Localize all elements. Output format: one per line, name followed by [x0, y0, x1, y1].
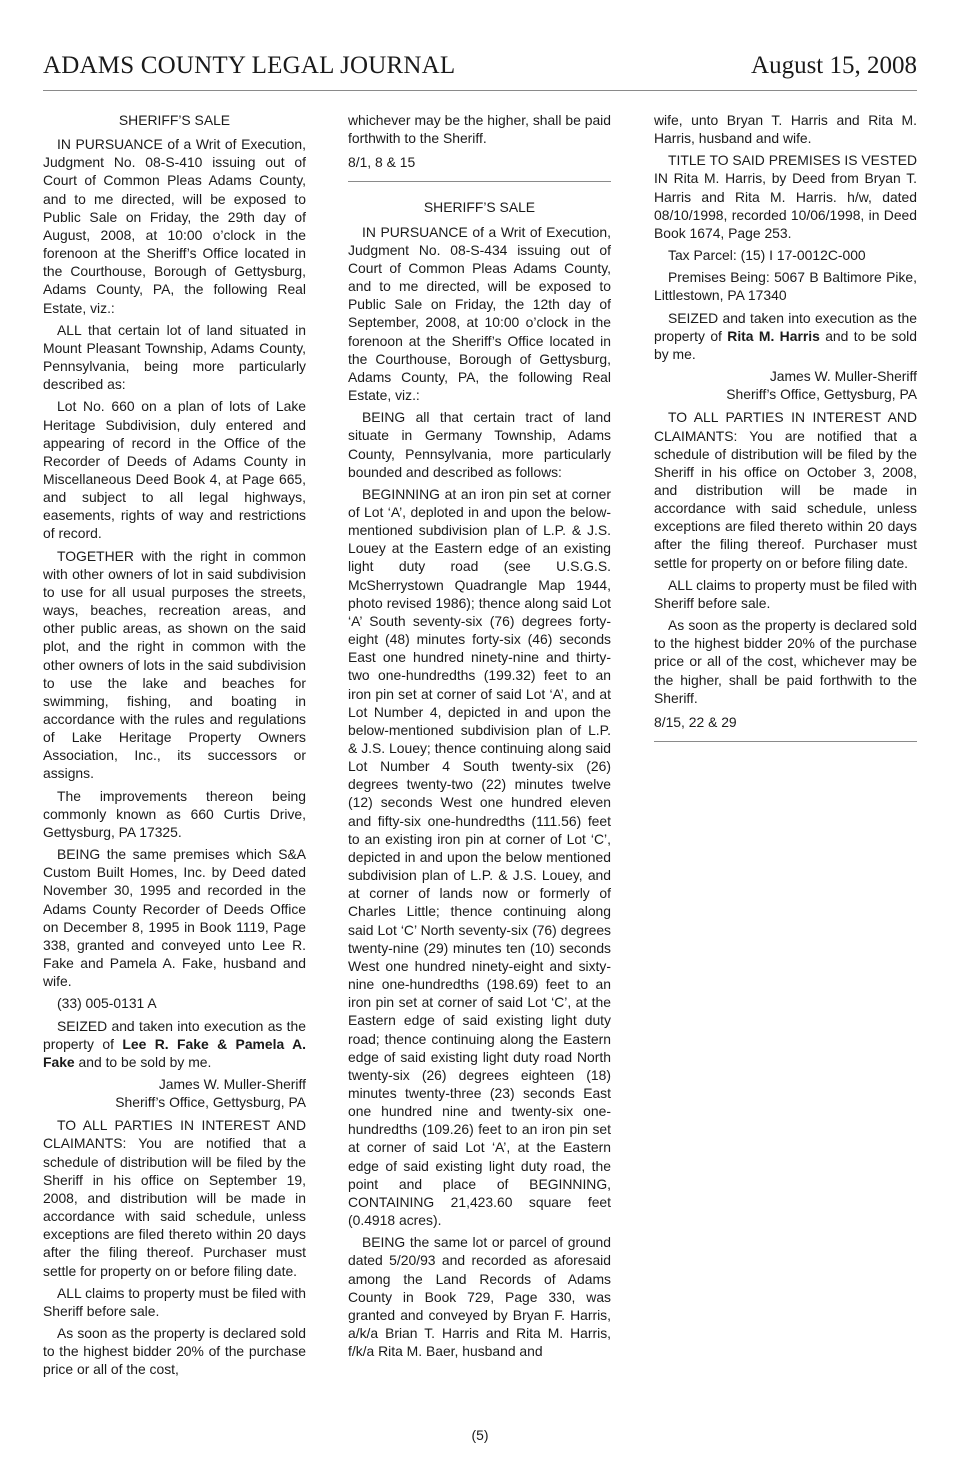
notice-paragraph: IN PURSUANCE of a Writ of Execution, Judgment No. 08-S-410 issuing out of Court of Common Pleas Adams County, and to me directed, will be exposed to Public Sale on Friday, the 29th day of August, 2008, at 10:00 o’clock in the forenoon at the Sheriff’s Office located in the Courthouse, Borough of Gettysburg, Adams County, PA, the following Real Estate, viz.:: [43, 136, 306, 316]
premises-address: Premises Being: 5067 B Baltimore Pike, Littlestown, PA 17340: [654, 269, 917, 304]
notice-paragraph: The improvements thereon being commonly known as 660 Curtis Drive, Gettysburg, PA 17325.: [43, 787, 306, 840]
notice-paragraph: ALL claims to property must be filed with Sheriff before sale.: [43, 1284, 306, 1319]
page-number: (5): [471, 1427, 489, 1443]
parcel-number: (33) 005-0131 A: [57, 995, 157, 1012]
seized-text: and to be sold by me.: [654, 327, 917, 362]
notice-paragraph: BEING all that certain tract of land situate in Germany Township, Adams County, Pennsylvania, more particularly bounded and described as follows:: [348, 409, 611, 480]
notice-paragraph: TO ALL PARTIES IN INTEREST AND CLAIMANTS: You are notified that a schedule of distribution will be filed by the Sheriff in his office on September 19, 2008, and distribution will be made in accordance with said schedule, unless exceptions are filed thereto within 20 days after the filing thereof. Purchaser must settle for property on or before filing date.: [43, 1117, 306, 1279]
column-3: [654, 111, 917, 758]
notice-paragraph: IN PURSUANCE of a Writ of Execution, Judgment No. 08-S-434 issuing out of Court of Common Pleas Adams County, and to me directed, will be exposed to Public Sale on Friday, the 12th day of September, 2008, at 10:00 o’clock in the forenoon at the Sheriff’s Office located in the Courthouse, Borough of Gettysburg, Adams County, PA, the following Real Estate, viz.:: [348, 223, 611, 404]
notice-paragraph: ALL claims to property must be filed with Sheriff before sale.: [654, 576, 917, 611]
sheriff-office: Sheriff’s Office, Gettysburg, PA: [726, 386, 917, 403]
seized-text: and to be sold by me.: [74, 1053, 212, 1070]
notice-paragraph: BEING the same lot or parcel of ground dated 5/20/93 and recorded as aforesaid among the Land Records of Adams County in Book 729, Page 330, was granted and conveyed by Bryan F. Harris, a/k/a Brian T. Harris and Rita M. Harris, f/k/a Rita M. Baer, husband and: [348, 1234, 611, 1360]
publication-dates: 8/15, 22 & 29: [654, 713, 737, 730]
notice-heading: SHERIFF’S SALE: [423, 199, 536, 216]
sheriff-signature: James W. Muller-Sheriff: [158, 1075, 306, 1092]
seized-paragraph: [654, 309, 917, 363]
page-header: [43, 52, 917, 91]
notice-paragraph: wife, unto Bryan T. Harris and Rita M. Harris, husband and wife.: [654, 112, 917, 147]
column-1: [43, 111, 306, 1382]
defendant-name: Rita M. Harris: [727, 327, 820, 344]
notice-heading: SHERIFF’S SALE: [118, 112, 231, 128]
notice-paragraph: As soon as the property is declared sold to the highest bidder 20% of the purchase price or all of the cost,: [43, 1325, 306, 1378]
notice-paragraph: TOGETHER with the right in common with other owners of lot in said subdivision to use for all usual purposes the streets, ways, beaches, recreation areas, and other public areas, as shown on the said plot, and the right in common with the other owners of lots in the said subdivision to use the lake and beaches for swimming, fishing, and boating in accordance with the rules and regulations of Lake Heritage Property Owners Association, Inc., its successors or assigns.: [43, 547, 306, 782]
notice-paragraph: Lot No. 660 on a plan of lots of Lake Heritage Subdivision, duly entered and appearing of record in the Office of the Recorder of Deeds of Adams County in Miscellaneous Deed Book 4, at Page 665, and subject to all legal highways, easements, rights of way and restrictions of record.: [43, 398, 306, 542]
notice-paragraph: As soon as the property is declared sold to the highest bidder 20% of the purchase price or all of the cost, whichever may be the higher, shall be paid forthwith to the Sheriff.: [654, 617, 917, 706]
defendant-name: Lee R. Fake & Pamela A. Fake: [43, 1035, 306, 1070]
seized-paragraph: [43, 1017, 306, 1071]
divider: [348, 181, 611, 182]
notice-paragraph: BEING the same premises which S&A Custom Built Homes, Inc. by Deed dated November 30, 1995 and recorded in the Adams County Recorder of Deeds Office on December 8, 1995 in Book 1119, Page 338, granted and conveyed unto Lee R. Fake and Pamela A. Fake, husband and wife.: [43, 846, 306, 990]
sheriff-office: Sheriff’s Office, Gettysburg, PA: [115, 1094, 306, 1111]
notice-paragraph: ALL that certain lot of land situated in Mount Pleasant Township, Adams County, Pennsylvania, being more particularly described as:: [43, 321, 306, 393]
notice-paragraph: TITLE TO SAID PREMISES IS VESTED IN Rita M. Harris, by Deed from Bryan T. Harris and Rita M. Harris. h/w, dated 08/10/1998, recorded 10/06/1998, in Deed Book 1674, Page 253.: [654, 152, 917, 241]
notice-paragraph: TO ALL PARTIES IN INTEREST AND CLAIMANTS: You are notified that a schedule of distribution will be filed by the Sheriff in his office on October 3, 2008, and distribution will be made in accordance with said schedule, unless exceptions are filed thereto within 20 days after the filing thereof. Purchaser must settle for property on or before filing date.: [654, 409, 917, 571]
column-2: [348, 111, 611, 1364]
notice-paragraph: whichever may be the higher, shall be paid forthwith to the Sheriff.: [348, 112, 611, 147]
journal-title: ADAMS COUNTY LEGAL JOURNAL: [43, 52, 456, 79]
parcel-number: Tax Parcel: (15) I 17-0012C-000: [668, 247, 866, 264]
divider: [654, 741, 917, 742]
seized-text: SEIZED and taken into execution as the property of: [43, 1017, 306, 1052]
seized-text: SEIZED and taken into execution as the property of: [654, 309, 917, 344]
notice-paragraph: BEGINNING at an iron pin set at corner of Lot ‘A’, deploted in and upon the below-mentioned subdivision plan of L.P. & J.S. Louey at the Eastern edge of an existing light duty road (see U.S.G.S. McSherrystown Quadrangle Map 1944, photo revised 1986); thence along said Lot ‘A’ South seventy-six (76) degrees forty-eight (48) minutes forty-six (46) seconds East one hundred ninety-nine and thirty-two one-hundredths (199.32) feet to an iron pin set at corner of said Lot ‘A’, and at Lot Number 4, depicted in and upon the below-mentioned subdivision plan of L.P. & J.S. Louey; thence continuing along said Lot Number 4 South twenty-six (26) degrees twenty-two (22) minutes twelve (12) seconds West one hundred eleven and fifty-six one-hundredths (111.56) feet to an existing iron pin at corner of Lot ‘C’, depicted in and upon the below mentioned subdivision plan of L.P. & J.S. Louey, and at corner of lands now or formerly of Charles Little; thence continuing along said Lot ‘C’ North seventy-six (76) degrees twenty-nine (29) minutes ten (10) seconds West one hundred ninety-eight and sixty-nine one-hundredths (198.69) feet to an iron pin set at corner of said Lot ‘C’, at the Eastern edge of said existing light duty road; thence continuing along the Eastern edge of said existing light duty road North twenty-six (26) degrees eighteen (18) minutes twenty-three (23) seconds East one hundred nine and twenty-six one-hundredths (109.26) feet to an iron pin set at corner of said Lot ‘A’, at the Eastern edge of said existing light duty road, the point and place of BEGINNING, CONTAINING 21,423.60 square feet (0.4918 acres).: [348, 485, 611, 1229]
issue-date: August 15, 2008: [751, 52, 917, 79]
sheriff-signature: James W. Muller-Sheriff: [769, 368, 917, 385]
publication-dates: 8/1, 8 & 15: [348, 154, 416, 171]
